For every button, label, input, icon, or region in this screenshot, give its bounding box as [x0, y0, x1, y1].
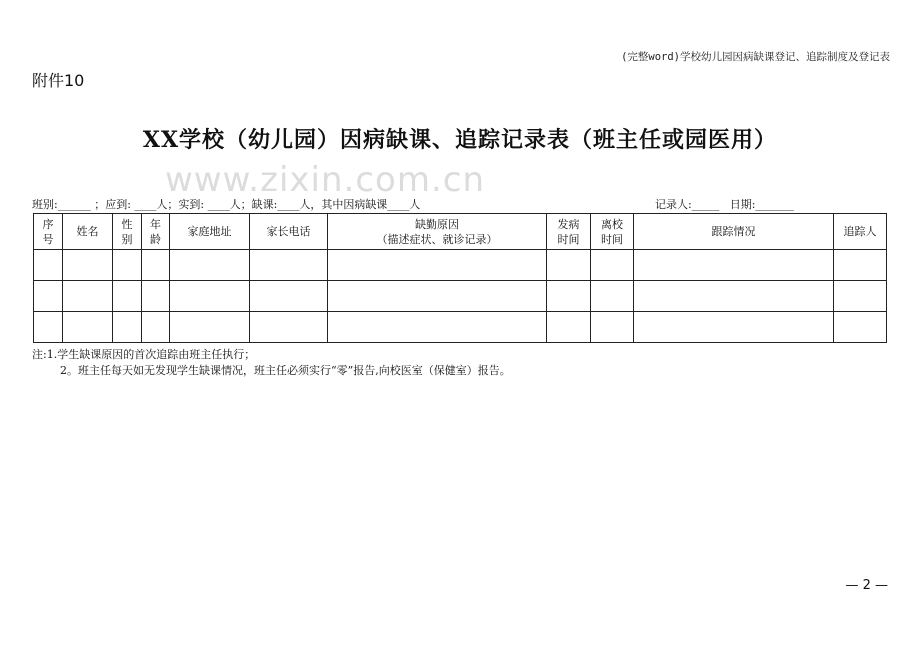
table-cell	[634, 281, 834, 312]
table-cell	[34, 281, 63, 312]
table-cell	[834, 312, 887, 343]
col-header-address: 家庭地址	[170, 214, 250, 250]
table-cell	[250, 250, 328, 281]
table-row	[34, 250, 887, 281]
table-row	[34, 281, 887, 312]
table-cell	[591, 312, 634, 343]
table-cell	[63, 281, 113, 312]
table-cell	[547, 312, 591, 343]
table-cell	[634, 312, 834, 343]
table-cell	[63, 312, 113, 343]
table-cell	[634, 250, 834, 281]
table-cell	[142, 281, 170, 312]
table-cell	[170, 250, 250, 281]
table-cell	[34, 250, 63, 281]
absence-record-table	[33, 213, 887, 343]
table-cell	[113, 250, 142, 281]
col-header-gender: 性 别	[113, 214, 142, 250]
col-header-name: 姓名	[63, 214, 113, 250]
table-row	[34, 312, 887, 343]
col-header-absence-reason: 缺勤原因 （描述症状、就诊记录）	[328, 214, 547, 250]
note-line-1: 注:1.学生缺课原因的首次追踪由班主任执行；	[32, 348, 256, 361]
col-header-tracker: 追踪人	[834, 214, 887, 250]
table-cell	[834, 250, 887, 281]
table-cell	[591, 250, 634, 281]
table-cell	[328, 312, 547, 343]
running-header: (完整word)学校幼儿园因病缺课登记、追踪制度及登记表	[621, 51, 890, 63]
watermark: www.zixin.com.cn	[165, 160, 485, 200]
col-header-age: 年 龄	[142, 214, 170, 250]
page-number: — 2 —	[845, 578, 888, 593]
table-cell	[834, 281, 887, 312]
table-cell	[328, 250, 547, 281]
document-title: XX学校（幼儿园）因病缺课、追踪记录表（班主任或园医用）	[142, 127, 778, 153]
table-cell	[142, 312, 170, 343]
table-cell	[250, 312, 328, 343]
attachment-label: 附件10	[32, 71, 85, 90]
table-cell	[250, 281, 328, 312]
table-cell	[547, 281, 591, 312]
info-line-right: 记录人:_____ 日期:_______	[655, 198, 794, 211]
table-cell	[63, 250, 113, 281]
table-cell	[34, 312, 63, 343]
table-cell	[113, 312, 142, 343]
table-cell	[170, 312, 250, 343]
table-header-row	[34, 214, 887, 250]
table-cell	[113, 281, 142, 312]
col-header-serial: 序 号	[34, 214, 63, 250]
col-header-leave-time: 离校 时间	[591, 214, 634, 250]
table-cell	[547, 250, 591, 281]
table-cell	[142, 250, 170, 281]
table-cell	[591, 281, 634, 312]
note-line-2: 2。班主任每天如无发现学生缺课情况，班主任必须实行“零”报告,向校医室（保健室）报告。	[60, 364, 511, 377]
table-cell	[328, 281, 547, 312]
table-cell	[170, 281, 250, 312]
col-header-follow-up: 跟踪情况	[634, 214, 834, 250]
col-header-onset-time: 发病 时间	[547, 214, 591, 250]
info-line-left: 班别:______ ；应到: ____人；实到: ____人；缺课:____人，其中因病缺课____人	[32, 198, 421, 211]
col-header-parent-phone: 家长电话	[250, 214, 328, 250]
